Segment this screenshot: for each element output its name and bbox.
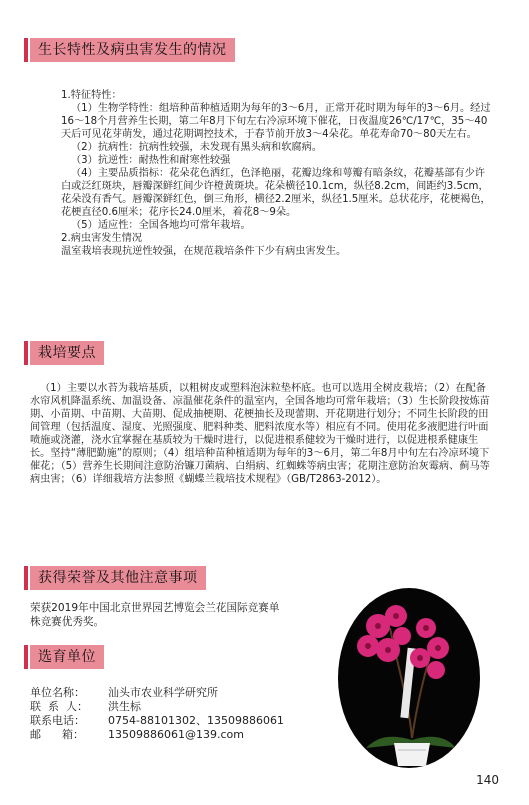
feature-disease-resistance: （2）抗病性：抗病性较强，未发现有黑头病和软腐病。: [71, 142, 322, 153]
contact-row-phone: 联系电话： 0754-88101302、13509886061: [30, 714, 284, 727]
pest-heading: 2.病虫害发生情况: [61, 233, 143, 244]
section-header-honors: 获得荣誉及其他注意事项: [30, 566, 206, 590]
section-header-cultivation: 栽培要点: [30, 341, 104, 365]
contact-row-email: 邮 箱： 13509886061@139.com: [30, 728, 244, 741]
pest-text: 温室栽培表现抗逆性较强，在规范栽培条件下少有病虫害发生。: [61, 246, 347, 257]
growth-text-block: [61, 89, 493, 258]
feature-heading: 1.特征特性：: [61, 90, 122, 101]
section-header-breeder: 选育单位: [30, 645, 104, 669]
orchid-photo: [338, 588, 480, 768]
page-number: 140: [476, 773, 499, 787]
feature-stress-resistance: （3）抗逆性：耐热性和耐寒性较强: [71, 155, 231, 166]
honors-text: 荣获2019年中国北京世界园艺博览会兰花国际竞赛单株竞赛优秀奖。: [30, 602, 280, 628]
cultivation-text: （1）主要以水苔为栽培基质，以粗树皮或塑料泡沫粒垫杯底。也可以选用全树皮栽培；（2）在配备水帘风机降温系统、加温设备、凉温催花条件的温室内，全国各地均可常年栽培；（3）生长阶段按炼苗期、小苗期、中苗期、大苗期、促成抽梗期、花梗抽长及现蕾期、开花期进行划分；不同生长阶段的田间管理（包括温度、湿度、光照强度、肥料种类、肥料浓度水等）相应有不同。使用花多液肥进行叶面喷施或浇灌，浇水宜掌握在基质较为干燥时进行，以促进根系健较为干燥时进行，以促进根系健康生长。坚持“薄肥勤施”的原则；（4）组培种苗种植适期为每年的3～6月，第二年8月中旬左右冷凉环境下催花；（5）营养生长期间注意防治镰刀菌病、白绢病、红蜘蛛等病虫害；花期注意防治灰霉病、蓟马等病虫害；（6）详细栽培方法参照《蝴蝶兰栽培技术规程》（GB/T2863-2012）。: [30, 383, 490, 485]
contact-row-person: 联 系 人： 洪生标: [30, 700, 141, 713]
contact-row-unit: 单位名称： 汕头市农业科学研究所: [30, 686, 218, 699]
orchid-illustration: [338, 588, 480, 768]
feature-adaptability: （5）适应性：全国各地均可常年栽培。: [71, 220, 251, 231]
breeder-contact: [30, 686, 284, 742]
section-header-growth: 生长特性及病虫害发生的情况: [30, 38, 235, 62]
feature-biology: （1）生物学特性：组培种苗种植适期为每年的3～6月，正常开花时期为每年的3～6月。经过16～18个月营养生长期，第二年8月下旬左右冷凉环境下催花，日夜温度26℃/17℃，35～40天后可见花芽萌发，通过花期调控技术，于春节前开放3～4朵花。单花寿命70～80天左右。: [61, 103, 491, 140]
feature-quality: （4）主要品质指标：花朵花色洒红，色泽艳丽，花瓣边缘和萼瓣有暗条纹，花瓣基部有少许白或泛红斑块，唇瓣深鲜红间少许橙黄斑块。花朵横径10.1cm，纵径8.2cm，间距约3.5cm，花朵没有香气。唇瓣深鲜红色，倒三角形，横径2.2厘米，纵径1.5厘米。总状花序，花梗褐色，花梗直径0.6厘米；花序长24.0厘米，着花8～9朵。: [61, 168, 491, 218]
